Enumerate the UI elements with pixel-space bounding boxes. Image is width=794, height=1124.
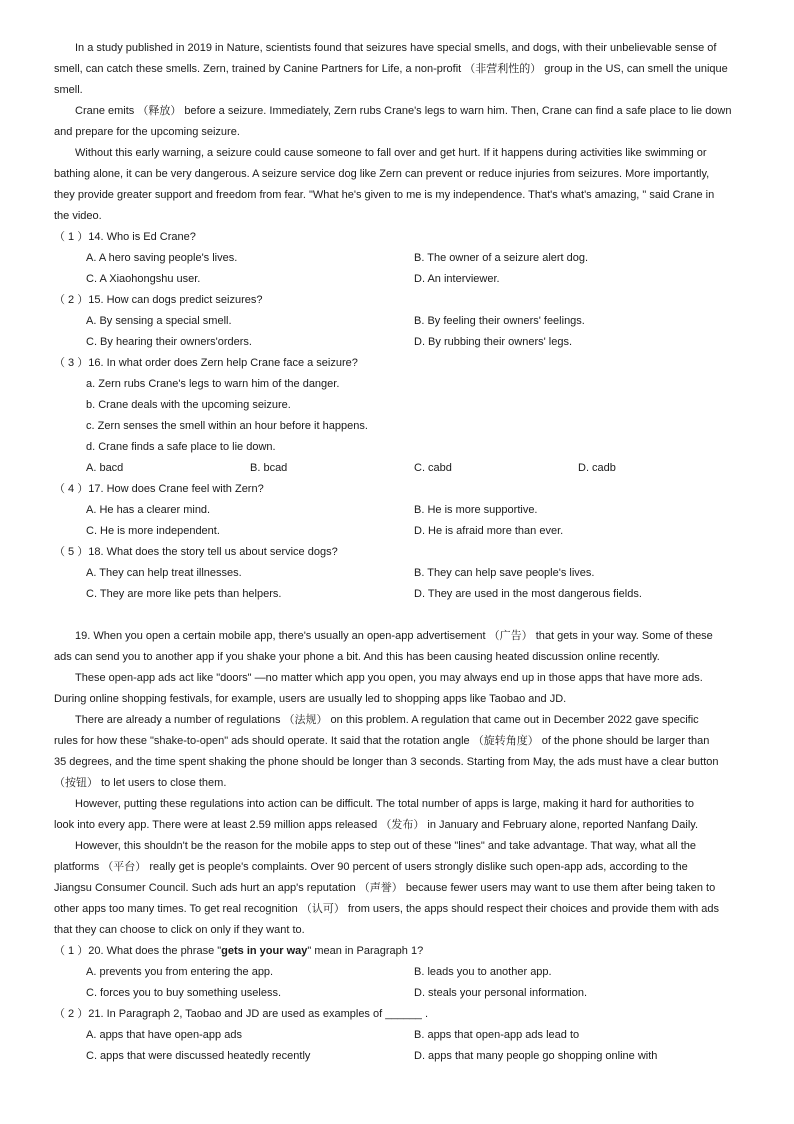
order-step: d. Crane finds a safe place to lie down. [86,441,276,453]
paragraph-line: Without this early warning, a seizure could cause someone to fall over and get hurt. If it happens during activities like swimming or [75,147,707,159]
question-stem: （ 4 ）17. How does Crane feel with Zern? [54,483,264,495]
question-stem: （ 2 ）21. In Paragraph 2, Taobao and JD are used as examples of ______ . [54,1008,429,1020]
option-b[interactable]: B. apps that open-app ads lead to [414,1029,580,1041]
option-a[interactable]: A. apps that have open-app ads [86,1029,242,1041]
option-c[interactable]: C. By hearing their owners'orders. [86,336,252,348]
highlighted-phrase: gets in your way [221,945,308,957]
paragraph-line: 19. When you open a certain mobile app, there's usually an open-app advertisement （广告） that gets in your way. Some of these [75,630,713,642]
paragraph-line: smell, can catch these smells. Zern, trained by Canine Partners for Life, a non-profit （非营利性的） group in the US, can smell the unique [54,63,728,75]
option-a[interactable]: A. By sensing a special smell. [86,315,232,327]
paragraph-line: look into every app. There were at least 2.59 million apps released （发布） in January and February alone, reported Nanfang Daily. [54,819,699,831]
paragraph-line: the video. [54,210,102,222]
option-d[interactable]: D. apps that many people go shopping online with [414,1050,658,1062]
question-stem: （ 1 ）14. Who is Ed Crane? [54,231,196,243]
order-step: c. Zern senses the smell within an hour before it happens. [86,420,368,432]
paragraph-line: However, putting these regulations into action can be difficult. The total number of apps is large, making it hard for authorities to [75,798,695,810]
question-18 [54,542,744,605]
exam-page [54,38,744,1067]
option-d[interactable]: D. cadb [578,462,616,474]
option-b[interactable]: B. They can help save people's lives. [414,567,595,579]
option-c[interactable]: C. They are more like pets than helpers. [86,588,282,600]
paragraph-line: Jiangsu Consumer Council. Such ads hurt an app's reputation （声誉） because fewer users may want to use them after being taken to [54,882,716,894]
option-b[interactable]: B. bcad [250,462,288,474]
option-d[interactable]: D. He is afraid more than ever. [414,525,564,537]
paragraph-line: （按钮） to let users to close them. [54,777,227,789]
option-a[interactable]: A. They can help treat illnesses. [86,567,242,579]
option-a[interactable]: A. bacd [86,462,124,474]
option-c[interactable]: C. cabd [414,462,452,474]
option-b[interactable]: B. He is more supportive. [414,504,538,516]
paragraph-line: During online shopping festivals, for example, users are usually led to shopping apps like Taobao and JD. [54,693,567,705]
paragraph-line: There are already a number of regulations （法规） on this problem. A regulation that came out in December 2022 gave specific [75,714,699,726]
question-17 [54,479,744,542]
paragraph-line: other apps too many times. To get real recognition （认可） from users, the apps should respect their choices and provide them with ads [54,903,720,915]
option-b[interactable]: B. The owner of a seizure alert dog. [414,252,589,264]
option-a[interactable]: A. He has a clearer mind. [86,504,211,516]
option-c[interactable]: C. forces you to buy something useless. [86,987,282,999]
paragraph-line: they provide greater support and freedom from fear. "What he's given to me is my independence. That's what's amazing, " said Crane in [54,189,715,201]
paragraph-line: These open-app ads act like "doors" —no matter which app you open, you may always end up in those apps that have more ads. [75,672,703,684]
paragraph-line: that they can choose to click on only if they want to. [54,924,305,936]
option-d[interactable]: D. steals your personal information. [414,987,588,999]
option-a[interactable]: A. prevents you from entering the app. [86,966,274,978]
paragraph-line: smell. [54,84,83,96]
order-step: b. Crane deals with the upcoming seizure. [86,399,291,411]
question-stem [54,941,744,962]
option-b[interactable]: B. By feeling their owners' feelings. [414,315,585,327]
paragraph-line: platforms （平台） really get is people's complaints. Over 90 percent of users strongly dislike such open-app ads, according to the [54,861,688,873]
paragraph-line: and prepare for the upcoming seizure. [54,126,240,138]
passage-1 [54,38,744,227]
question-20 [54,941,744,1004]
paragraph-line: Crane emits （释放） before a seizure. Immediately, Zern rubs Crane's legs to warn him. Then, Crane can find a safe place to lie down [75,105,732,117]
paragraph-line: bathing alone, it can be very dangerous. A seizure service dog like Zern can prevent or reduce injuries from seizures. More importantly, [54,168,710,180]
order-step: a. Zern rubs Crane's legs to warn him of the danger. [86,378,340,390]
stem-text: （ 1 ）20. What does the phrase " [54,945,222,957]
paragraph-line: rules for how these "shake-to-open" ads should operate. It said that the rotation angle （旋转角度） of the phone should be larger than [54,735,710,747]
paragraph-line: In a study published in 2019 in Nature, scientists found that seizures have special smells, and dogs, with their unbelievable sense of [75,42,717,54]
question-stem: （ 5 ）18. What does the story tell us about service dogs? [54,546,338,558]
option-c[interactable]: C. A Xiaohongshu user. [86,273,201,285]
passage-2 [54,626,744,941]
question-14 [54,227,744,290]
question-15 [54,290,744,353]
option-c[interactable]: C. He is more independent. [86,525,220,537]
paragraph-line: However, this shouldn't be the reason for the mobile apps to step out of these "lines" and take advantage. That way, what all the [75,840,696,852]
paragraph-line: 35 degrees, and the time spent shaking the phone should be longer than 3 seconds. Starting from May, the ads must have a clear button [54,756,719,768]
option-b[interactable]: B. leads you to another app. [414,966,552,978]
stem-text: " mean in Paragraph 1? [307,945,424,957]
option-a[interactable]: A. A hero saving people's lives. [86,252,238,264]
option-d[interactable]: D. They are used in the most dangerous fields. [414,588,642,600]
paragraph-line: ads can send you to another app if you shake your phone a bit. And this has been causing heated discussion online recently. [54,651,660,663]
question-stem: （ 3 ）16. In what order does Zern help Crane face a seizure? [54,357,358,369]
option-c[interactable]: C. apps that were discussed heatedly recently [86,1050,311,1062]
question-21 [54,1004,744,1067]
question-stem: （ 2 ）15. How can dogs predict seizures? [54,294,263,306]
question-16 [54,353,744,479]
section-gap [54,605,744,626]
option-d[interactable]: D. By rubbing their owners' legs. [414,336,573,348]
option-d[interactable]: D. An interviewer. [414,273,500,285]
